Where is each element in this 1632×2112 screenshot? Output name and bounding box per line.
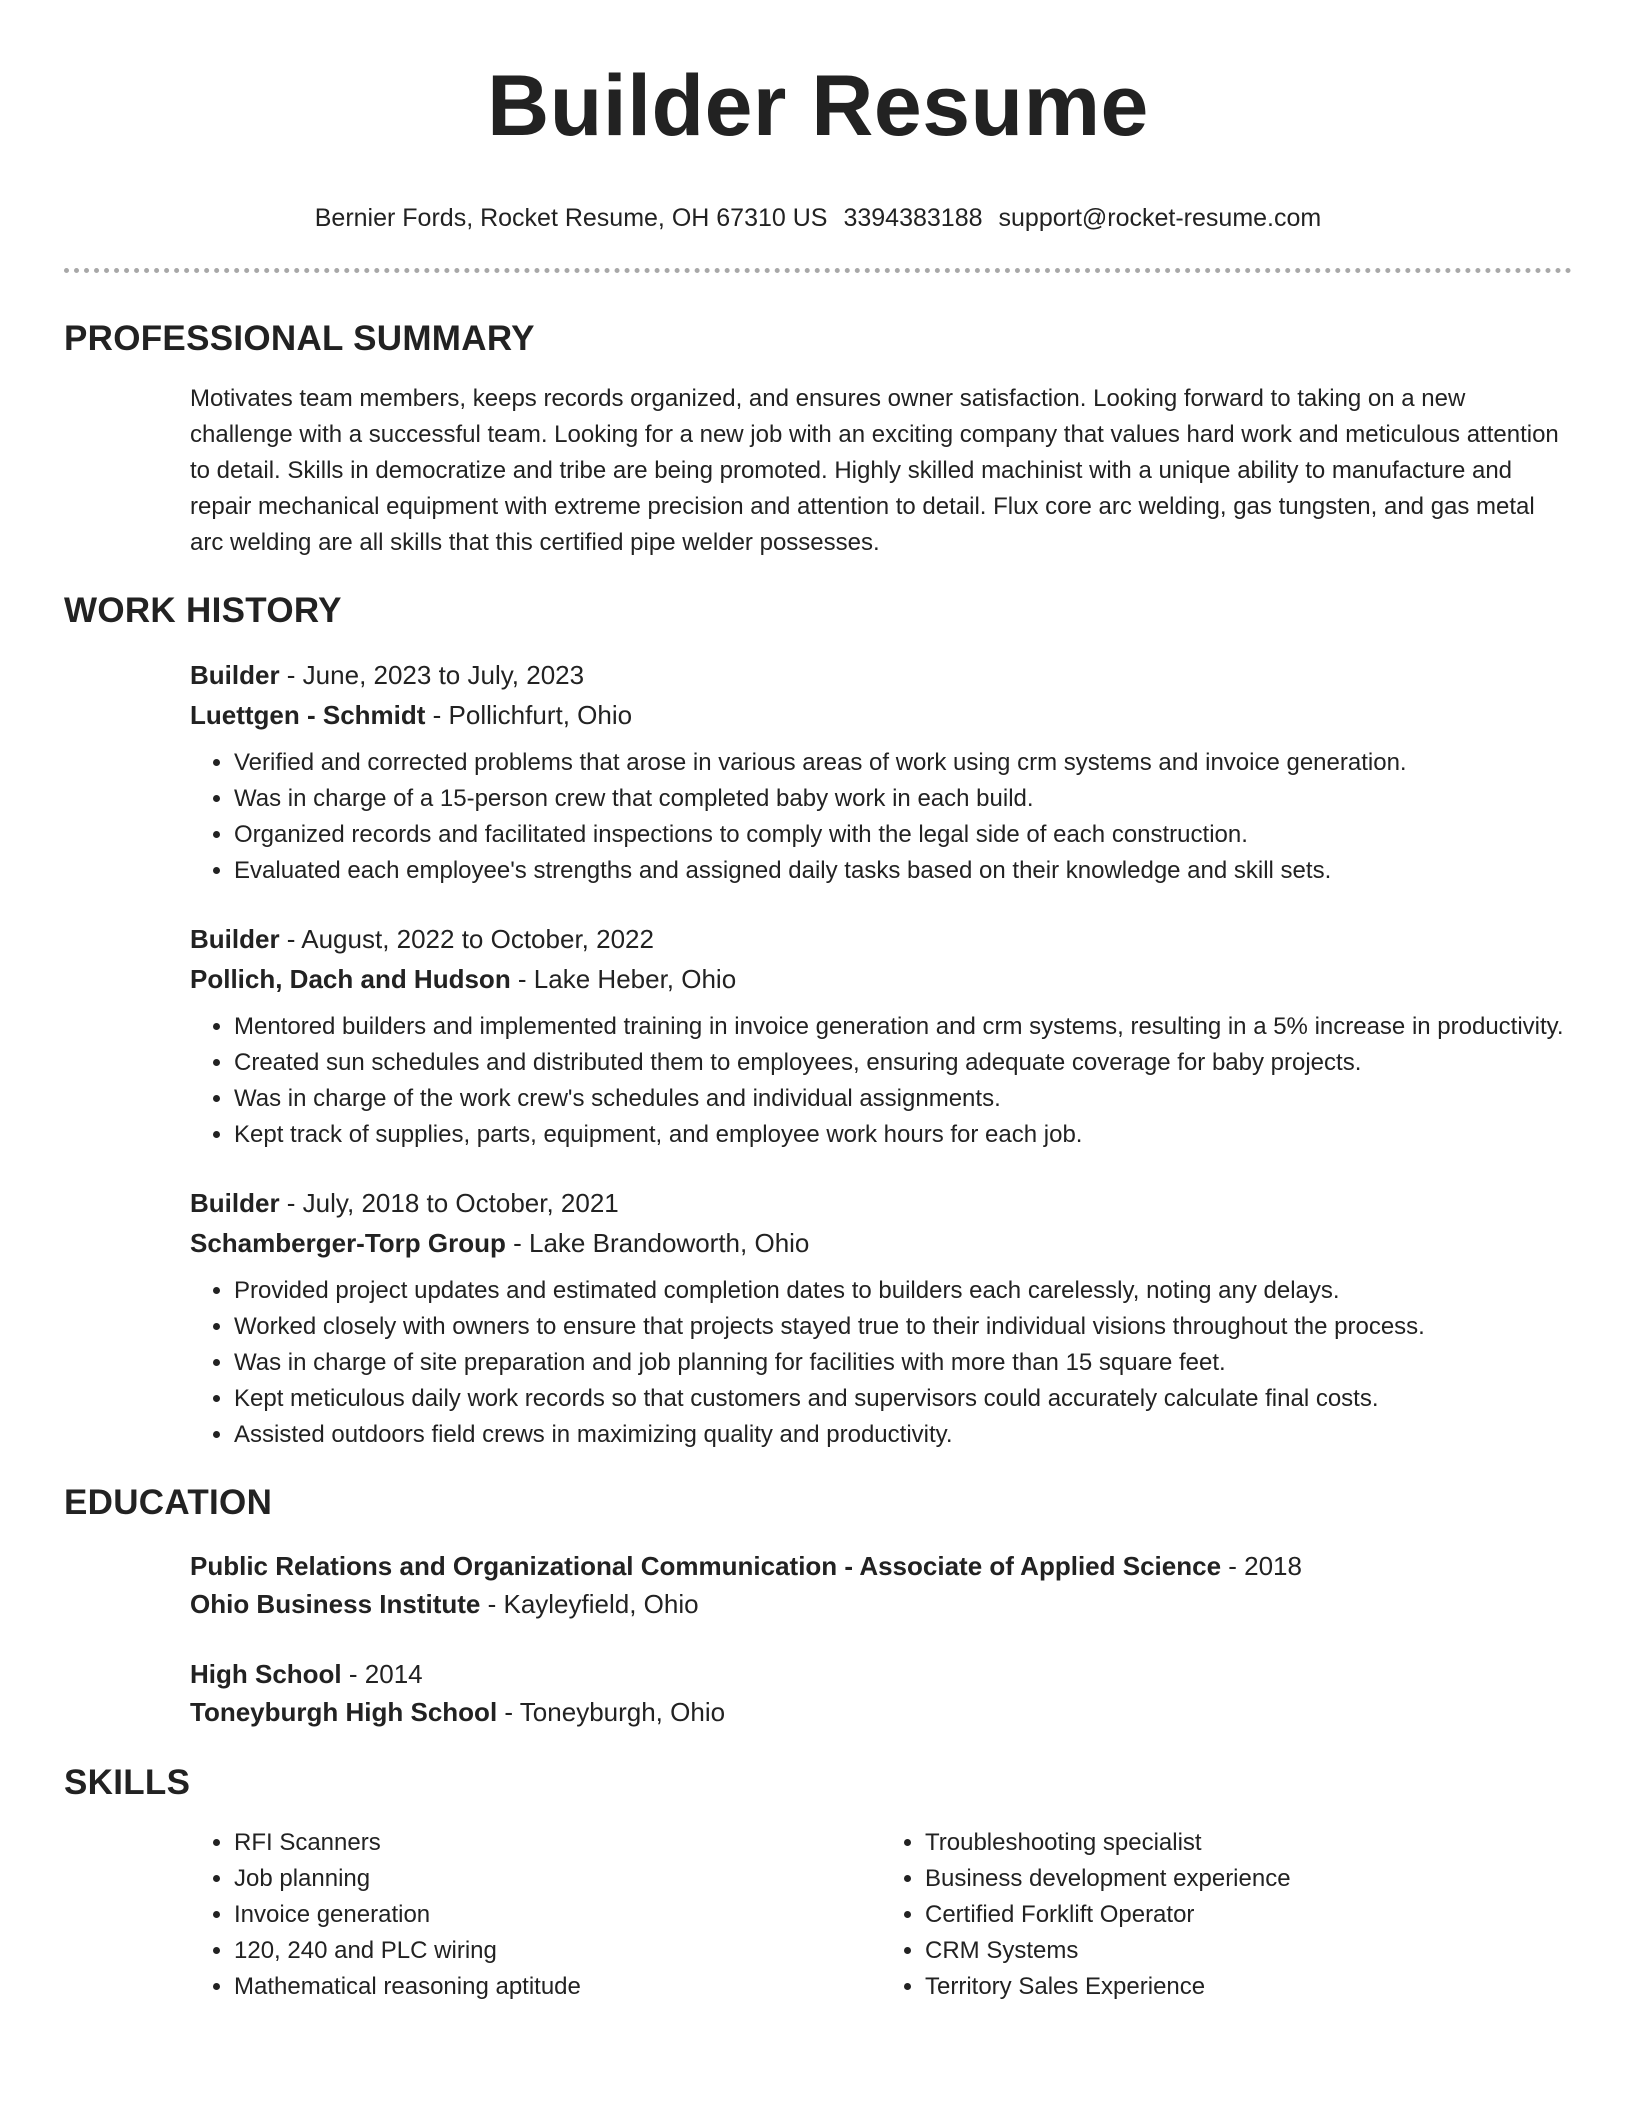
list-item: • Business development experience [925,1861,1572,1897]
skills-list-right [881,1825,1572,2005]
summary-text: Motivates team members, keeps records organized, and ensures owner satisfaction. Looking forward to taking on a new challenge with a successful team. Looking for a new job with an exciting company that values hard work and meticulous attention to detail. Skills in democratize and tribe are being promoted. Highly skilled machinist with a unique ability to manufacture and repair mechanical equipment with extreme precision and attention to detail. Flux core arc welding, gas tungsten, and gas metal arc welding are all skills that this certified pipe welder possesses. [190,385,1559,556]
education-degree: High School [190,1659,342,1689]
education-school-line [190,1693,1572,1731]
header-divider [64,268,1572,273]
education-entry [190,1547,1572,1623]
job-title-line [190,919,1572,959]
job-entry [190,919,1572,1153]
skills-columns [190,1825,1572,2005]
contact-line [64,202,1572,234]
education-heading: EDUCATION [64,1483,273,1522]
job-company: Pollich, Dach and Hudson [190,964,511,994]
education-location: - Toneyburgh, Ohio [497,1697,726,1727]
work-history-heading: WORK HISTORY [64,591,342,630]
job-title: Builder [190,660,280,690]
list-item: • Assisted outdoors field crews in maximizing quality and productivity. [234,1417,1572,1453]
education-degree-line [190,1655,1572,1693]
job-company: Schamberger-Torp Group [190,1228,506,1258]
summary-heading: PROFESSIONAL SUMMARY [64,319,535,358]
list-item: • Was in charge of the work crew's schedules and individual assignments. [234,1081,1572,1117]
job-location: - Lake Brandoworth, Ohio [505,1228,810,1258]
list-item: • Job planning [234,1861,881,1897]
skills-heading: SKILLS [64,1763,191,1802]
job-company-line [190,959,1572,999]
job-dates: - June, 2023 to July, 2023 [279,660,585,690]
list-item: • Certified Forklift Operator [925,1897,1572,1933]
job-entry [190,1183,1572,1453]
job-title: Builder [190,924,280,954]
education-school: Toneyburgh High School [190,1697,498,1727]
work-history-section [190,655,1572,1453]
list-item: • Mathematical reasoning aptitude [234,1969,881,2005]
list-item: • Troubleshooting specialist [925,1825,1572,1861]
contact-email: support@rocket-resume.com [998,204,1322,232]
job-company: Luettgen - Schmidt [190,700,426,730]
list-item: • RFI Scanners [234,1825,881,1861]
education-section [190,1547,1572,1731]
job-company-line [190,695,1572,735]
job-company-line [190,1223,1572,1263]
education-degree: Public Relations and Organizational Communication - Associate of Applied Science [190,1551,1222,1581]
list-item: • Was in charge of a 15-person crew that completed baby work in each build. [234,781,1572,817]
list-item: • Territory Sales Experience [925,1969,1572,2005]
job-title-line [190,655,1572,695]
education-school: Ohio Business Institute [190,1589,481,1619]
job-bullets [190,745,1572,889]
education-location: - Kayleyfield, Ohio [480,1589,699,1619]
education-entry [190,1655,1572,1731]
list-item: • Created sun schedules and distributed them to employees, ensuring adequate coverage for baby projects. [234,1045,1572,1081]
list-item: • Evaluated each employee's strengths and assigned daily tasks based on their knowledge and skill sets. [234,853,1572,889]
list-item: • Mentored builders and implemented training in invoice generation and crm systems, resulting in a 5% increase in productivity. [234,1009,1572,1045]
job-title: Builder [190,1188,280,1218]
education-degree-line [190,1547,1572,1585]
list-item: • Verified and corrected problems that arose in various areas of work using crm systems and invoice generation. [234,745,1572,781]
job-location: - Lake Heber, Ohio [510,964,737,994]
list-item: • Was in charge of site preparation and job planning for facilities with more than 15 square feet. [234,1345,1572,1381]
list-item: • Provided project updates and estimated completion dates to builders each carelessly, noting any delays. [234,1273,1572,1309]
list-item: • Kept meticulous daily work records so that customers and supervisors could accurately calculate final costs. [234,1381,1572,1417]
summary-section [190,381,1572,561]
list-item: • Invoice generation [234,1897,881,1933]
skills-list-left [190,1825,881,2005]
job-dates: - August, 2022 to October, 2022 [279,924,654,954]
list-item: • 120, 240 and PLC wiring [234,1933,881,1969]
contact-phone: 3394383188 [843,204,983,232]
education-year: - 2018 [1221,1551,1302,1581]
list-item: • CRM Systems [925,1933,1572,1969]
job-entry [190,655,1572,889]
list-item: • Organized records and facilitated inspections to comply with the legal side of each construction. [234,817,1572,853]
list-item: • Worked closely with owners to ensure that projects stayed true to their individual visions throughout the process. [234,1309,1572,1345]
list-item: • Kept track of supplies, parts, equipment, and employee work hours for each job. [234,1117,1572,1153]
job-dates: - July, 2018 to October, 2021 [279,1188,619,1218]
job-bullets [190,1273,1572,1453]
resume-page [64,0,1572,2005]
resume-title: Builder Resume [487,58,1149,154]
skills-section [190,1825,1572,2005]
education-school-line [190,1585,1572,1623]
job-bullets [190,1009,1572,1153]
education-year: - 2014 [341,1659,423,1689]
job-title-line [190,1183,1572,1223]
job-location: - Pollichfurt, Ohio [425,700,633,730]
contact-address: Bernier Fords, Rocket Resume, OH 67310 US [314,204,828,232]
